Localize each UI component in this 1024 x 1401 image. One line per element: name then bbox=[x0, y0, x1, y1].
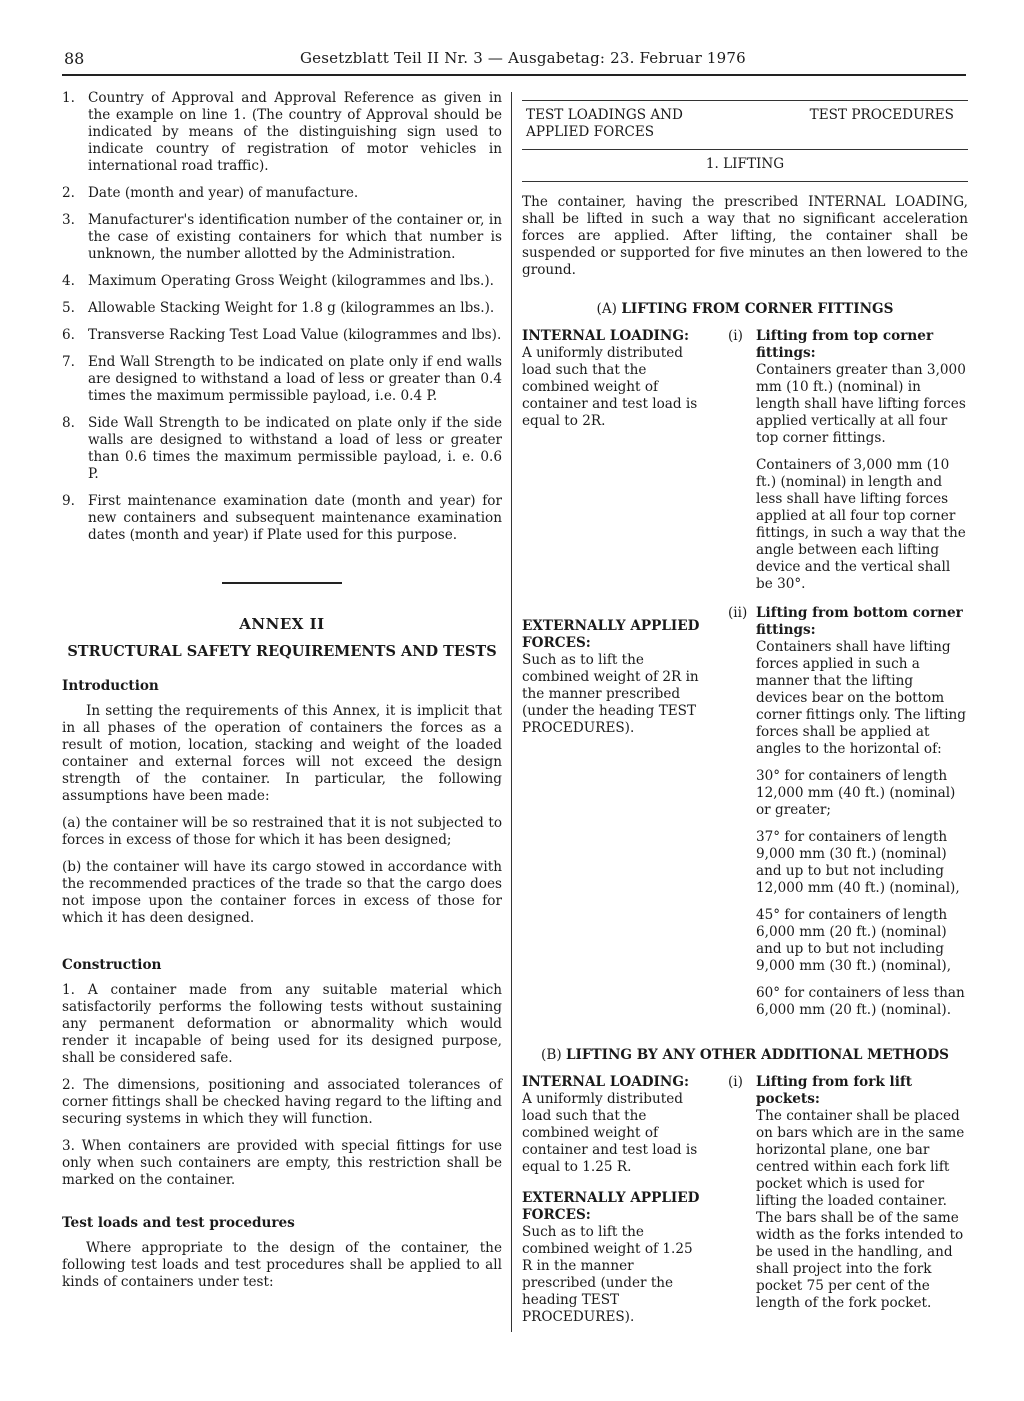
left-column bbox=[62, 90, 502, 1301]
annex-subtitle: STRUCTURAL SAFETY REQUIREMENTS AND TESTS bbox=[67, 643, 497, 660]
internal-loading-text: A uniformly distributed load such that the combined weight of container and test load is equal to 2R. bbox=[522, 345, 698, 429]
construction-paragraph-3: 3. When containers are provided with special fittings for use only when such containers are empty, this restriction shall be marked on the container. bbox=[62, 1138, 502, 1188]
column-divider bbox=[511, 92, 512, 1332]
list-item: 8. Side Wall Strength to be indicated on plate only if the side walls are designed to withstand a load of less or greater than 0.6 times the maximum permissible payload, i. e. 0.6 P. bbox=[62, 415, 502, 482]
table-head-rule bbox=[522, 181, 968, 182]
intro-assumption-b: (b) the container will have its cargo stowed in accordance with the recommended practices of the trade so that the cargo does not impose upon the container forces in excess of those for which it has deen designed. bbox=[62, 859, 502, 926]
construction-heading: Construction bbox=[62, 957, 162, 973]
tests-heading: Test loads and test procedures bbox=[62, 1215, 295, 1231]
plate-items-list bbox=[62, 90, 502, 544]
col-head-procedures: TEST PROCEDURES bbox=[809, 107, 954, 123]
intro-heading: Introduction bbox=[62, 678, 159, 694]
tests-paragraph: Where appropriate to the design of the container, the following test loads and test procedures shall be applied to all kinds of containers under test: bbox=[62, 1240, 502, 1290]
procedure-ii-text-5: 60° for containers of less than 6,000 mm (20 ft.) (nominal). bbox=[756, 985, 965, 1018]
lifting-heading: 1. LIFTING bbox=[705, 156, 785, 172]
section-b-procedures bbox=[728, 1074, 968, 1336]
procedure-ii-text-3: 37° for containers of length 9,000 mm (30 ft.) (nominal) and up to but not including 12,000 mm (40 ft.) (nominal), bbox=[756, 829, 960, 896]
table-head bbox=[522, 101, 968, 149]
list-item: 9. First maintenance examination date (month and year) for new containers and subsequent maintenance examination dates (month and year) if Plate used for this purpose. bbox=[62, 493, 502, 543]
section-b-body bbox=[522, 1074, 968, 1336]
internal-loading-text: A uniformly distributed load such that the combined weight of container and test load is equal to 1.25 R. bbox=[522, 1091, 698, 1175]
section-a-heading: (A) LIFTING FROM CORNER FITTINGS bbox=[596, 301, 894, 317]
construction-paragraph-1: 1. A container made from any suitable material which satisfactorily performs the following tests without sustaining any permanent deformation or abnormality which would render it incapable of being used for its designed purpose, shall be considered safe. bbox=[62, 982, 502, 1066]
section-a-procedures bbox=[728, 328, 968, 1029]
procedure-ii-text-1: Containers shall have lifting forces applied in such a manner that the lifting devices bear on the bottom corner fittings only. The lifting forces shall be applied at angles to the horizontal of: bbox=[756, 639, 966, 757]
list-item: 1. Country of Approval and Approval Reference as given in the example on line 1. (The country of Approval should be indicated by means of the distinguishing sign used to indicate country of registration of motor vehicles in international road traffic). bbox=[62, 90, 502, 174]
section-divider bbox=[222, 582, 342, 584]
header-rule bbox=[62, 74, 966, 76]
lifting-paragraph: The container, having the prescribed INTERNAL LOADING, shall be lifted in such a way that no significant acceleration forces are applied. After lifting, the container shall be suspended or supported for five minutes an then lowered to the ground. bbox=[522, 194, 968, 278]
list-item: 5. Allowable Stacking Weight for 1.8 g (kilogrammes an lbs.). bbox=[62, 300, 495, 316]
external-forces-heading: EXTERNALLY APPLIED FORCES: bbox=[522, 1190, 700, 1223]
list-item: 4. Maximum Operating Gross Weight (kilogrammes and lbs.). bbox=[62, 273, 494, 289]
intro-assumption-a: (a) the container will be so restrained that it is not subjected to forces in excess of those for which it has been designed; bbox=[62, 815, 502, 848]
list-item: 6. Transverse Racking Test Load Value (kilogrammes and lbs). bbox=[62, 327, 502, 343]
list-item: 7. End Wall Strength to be indicated on plate only if end walls are designed to withstand a load of less or greater than 0.4 times the maximum permissible payload, i.e. 0.4 P. bbox=[62, 354, 502, 404]
page-number: 88 bbox=[64, 49, 85, 68]
procedure-ii-text-2: 30° for containers of length 12,000 mm (40 ft.) (nominal) or greater; bbox=[756, 768, 956, 818]
procedure-ii: (ii) Lifting from bottom corner fittings: bbox=[728, 605, 963, 638]
section-a-body bbox=[522, 328, 968, 1029]
internal-loading-heading: INTERNAL LOADING: bbox=[522, 328, 689, 344]
procedure-i: (i) Lifting from fork lift pockets: bbox=[728, 1074, 913, 1107]
intro-paragraph: In setting the requirements of this Annex, it is implicit that in all phases of the operation of containers the forces as a result of motion, location, stacking and weight of the loaded container and external forces will not exceed the design strength of the container. In particular, the following assumptions have been made: bbox=[62, 703, 502, 804]
external-forces-heading: EXTERNALLY APPLIED FORCES: bbox=[522, 618, 700, 651]
col-head-loadings: TEST LOADINGS AND APPLIED FORCES bbox=[526, 107, 683, 140]
external-forces-text: Such as to lift the combined weight of 1.25 R in the manner prescribed (under the heading TEST PROCEDURES). bbox=[522, 1224, 693, 1325]
internal-loading-heading: INTERNAL LOADING: bbox=[522, 1074, 689, 1090]
list-item: 3. Manufacturer's identification number of the container or, in the case of existing containers for which that number is unknown, the number allotted by the Administration. bbox=[62, 212, 502, 262]
external-forces-text: Such as to lift the combined weight of 2R in the manner prescribed (under the heading TEST PROCEDURES). bbox=[522, 652, 699, 736]
list-item: 2. Date (month and year) of manufacture. bbox=[62, 185, 359, 201]
construction-paragraph-2: 2. The dimensions, positioning and associated tolerances of corner fittings shall be checked having regard to the lifting and securing systems in which they will function. bbox=[62, 1077, 502, 1127]
right-column bbox=[522, 100, 968, 1336]
procedure-i-text-1: The container shall be placed on bars which are in the same horizontal plane, one bar centred within each fork lift pocket which is used for lifting the loaded container. The bars shall be of the same width as the forks intended to be used in the handling, and shall project into the fork pocket 75 per cent of the length of the fork pocket. bbox=[756, 1108, 965, 1311]
annex-title: ANNEX II bbox=[239, 615, 325, 633]
procedure-ii-text-4: 45° for containers of length 6,000 mm (20 ft.) (nominal) and up to but not including 9,000 mm (30 ft.) (nominal), bbox=[756, 907, 952, 974]
procedure-i-text-2: Containers of 3,000 mm (10 ft.) (nominal) in length and less shall have lifting forces applied at all four top corner fittings, in such a way that the angle between each lifting device and the vertical shall be 30°. bbox=[756, 457, 966, 592]
section-b-loadings bbox=[522, 1074, 704, 1336]
procedure-i: (i) Lifting from top corner fittings: bbox=[728, 328, 934, 361]
section-a-loadings bbox=[522, 328, 704, 1029]
running-header: Gesetzblatt Teil II Nr. 3 — Ausgabetag: 23. Februar 1976 bbox=[300, 49, 746, 67]
section-b-heading: (B) LIFTING BY ANY OTHER ADDITIONAL METHODS bbox=[541, 1047, 949, 1063]
procedure-i-text-1: Containers greater than 3,000 mm (10 ft.) (nominal) in length shall have lifting forces applied vertically at all four top corner fittings. bbox=[756, 362, 966, 446]
